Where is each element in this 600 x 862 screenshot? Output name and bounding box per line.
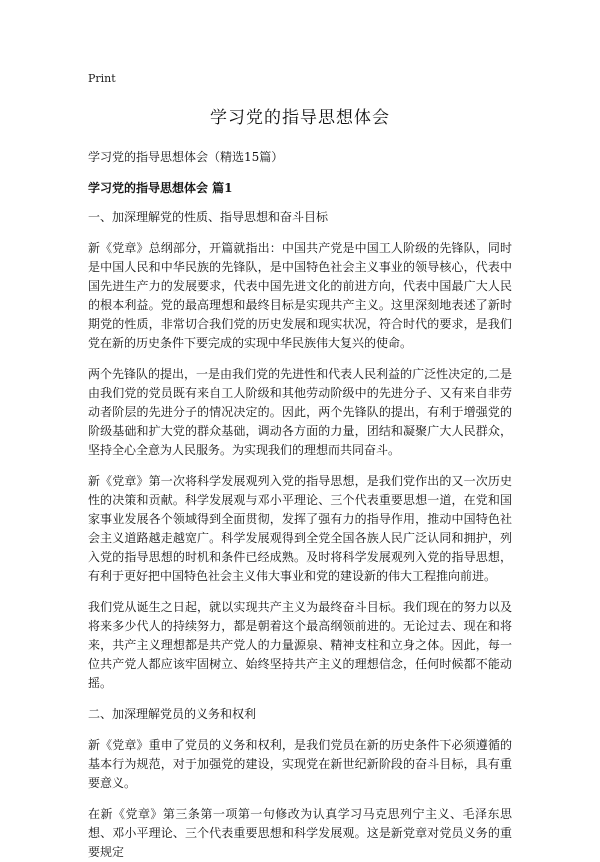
paragraph-5: 新《党章》重申了党员的义务和权利，是我们党员在新的历史条件下必须遵循的基本行为规范，对于加强党的建设，实现党在新世纪新阶段的奋斗目标，具有重要意义。	[88, 738, 512, 790]
paragraph-6: 在新《党章》第三条第一项第一句修改为认真学习马克思列宁主义、毛泽东思想、邓小平理论、三个代表重要思想和科学发展观。这是新党章对党员义务的重要规定	[88, 807, 512, 859]
heading-2: 二、加深理解党员的义务和权利	[88, 707, 257, 721]
paragraph-4: 我们党从诞生之日起，就以实现共产主义为最终奋斗目标。我们现在的努力以及将来多少代人的持续努力，都是朝着这个最高纲领前进的。无论过去、现在和将来，共产主义理想都是共产党人的力量源泉、精神支柱和立身之体。因此，每一位共产党人都应该牢固树立、始终坚持共产主义的理想信念，任何时候都不能动摇。	[88, 600, 512, 690]
document-subtitle: 学习党的指导思想体会（精选15篇）	[88, 150, 284, 164]
paragraph-3: 新《党章》第一次将科学发展观列入党的指导思想，是我们党作出的又一次历史性的决策和贡献。科学发展观与邓小平理论、三个代表重要思想一道，在党和国家事业发展各个领域得到全面贯彻，发挥了强有力的指导作用，推动中国特色社会主义道路越走越宽广。科学发展观得到全党全国各族人民广泛认同和拥护，列入党的指导思想的时机和条件已经成熟。及时将科学发展观列入党的指导思想，有利于更好把中国特色社会主义伟大事业和党的建设新的伟大工程推向前进。	[88, 474, 512, 583]
paragraph-2: 两个先锋队的提出，一是由我们党的先进性和代表人民利益的广泛性决定的,二是由我们党的党员既有来自工人阶级和其他劳动阶级中的先进分子、又有来自非劳动者阶层的先进分子的情况决定的。因此，两个先锋队的提出，有利于增强党的阶级基础和扩大党的群众基础，调动各方面的力量，团结和凝聚广大人民群众，坚持全心全意为人民服务。为实现我们的理想而共同奋斗。	[88, 367, 512, 457]
section-title: 学习党的指导思想体会 篇1	[88, 181, 233, 195]
print-link[interactable]: Print	[88, 72, 116, 85]
heading-1: 一、加深理解党的性质、指导思想和奋斗目标	[88, 210, 329, 224]
paragraph-1: 新《党章》总纲部分，开篇就指出：中国共产党是中国工人阶级的先锋队，同时是中国人民和中华民族的先锋队，是中国特色社会主义事业的领导核心，代表中国先进生产力的发展要求，代表中国先进文化的前进方向，代表中国最广大人民的根本利益。党的最高理想和最终目标是实现共产主义。这里深刻地表述了新时期党的性质，非常切合我们党的历史发展和现实状况，符合时代的要求，是我们党在新的历史条件下要完成的实现中华民族伟大复兴的使命。	[88, 241, 512, 350]
document-title: 学习党的指导思想体会	[210, 108, 390, 128]
